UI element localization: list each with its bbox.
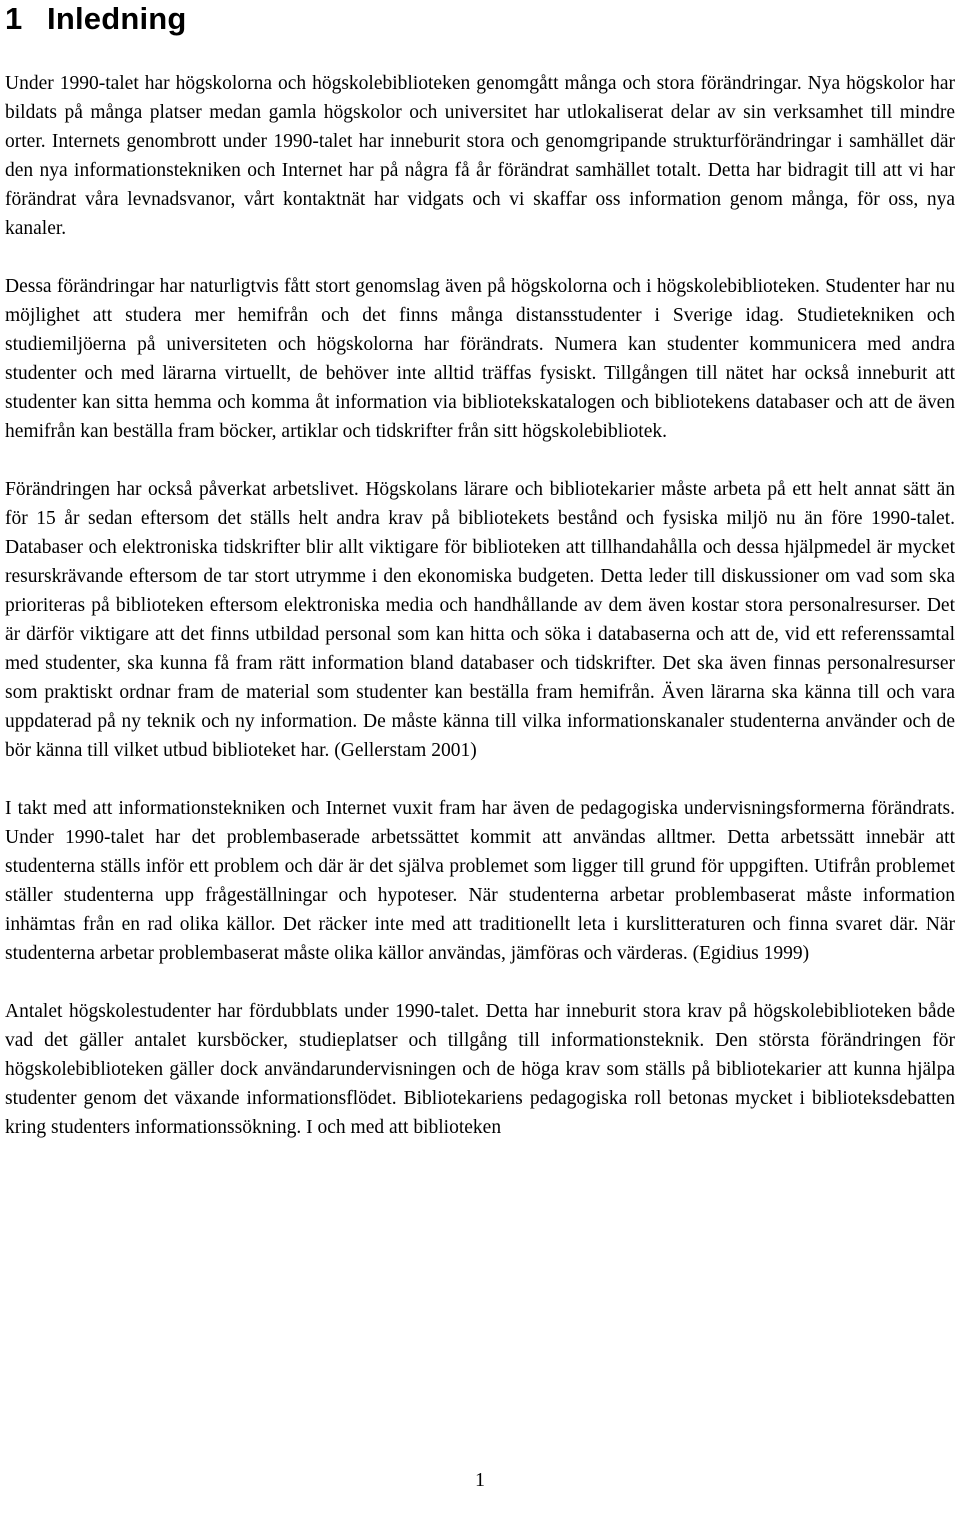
- page-number: 1: [475, 1469, 485, 1491]
- chapter-title: Inledning: [47, 1, 187, 36]
- chapter-heading: [5, 0, 955, 37]
- paragraph-4: I takt med att informationstekniken och Internet vuxit fram har även de pedagogiska undervisningsformerna förändrats. Under 1990-talet har det problembaserade arbetssättet kommit att användas alltmer. Detta arbetssätt innebär att studenterna ställs inför ett problem och där är det själva problemet som ligger till grund för uppgiften. Utifrån problemet ställer studenterna upp frågeställningar och hypoteser. När studenterna arbetar problembaserat måste information inhämtas från en rad olika källor. Det räcker inte med att traditionellt leta i kurslitteraturen och finna svaret där. När studenterna arbetar problembaserat måste olika källor användas, jämföras och värderas. (Egidius 1999): [5, 798, 955, 964]
- chapter-number: 1: [5, 1, 23, 36]
- paragraph-2: Dessa förändringar har naturligtvis fått stort genomslag även på högskolorna och i högskolebiblioteken. Studenter har nu möjlighet att studera mer hemifrån och det finns många distansstudenter i Sverige idag. Studietekniken och studiemiljöerna på universiteten och högskolorna har förändrats. Numera kan studenter kommunicera med andra studenter och med lärarna virtuellt, de behöver inte alltid träffas fysiskt. Tillgången till nätet har också inneburit att studenter kan sitta hemma och komma åt information via bibliotekskatalogen och bibliotekens databaser och att de även hemifrån kan beställa fram böcker, artiklar och tidskrifter från sitt högskolebibliotek.: [5, 276, 955, 442]
- paragraph-5: Antalet högskolestudenter har fördubblats under 1990-talet. Detta har inneburit stora krav på högskolebiblioteken både vad det gäller antalet kursböcker, studieplatser och tillgång till informationsteknik. Den största förändringen för högskolebiblioteken gäller dock användarundervisningen och de höga krav som ställs på bibliotekarier att kunna hjälpa studenter genom det växande informationsflödet. Bibliotekariens pedagogiska roll betonas mycket i biblioteksdebatten kring studenters informationssökning. I och med att biblioteken: [5, 1001, 955, 1138]
- paragraph-3: Förändringen har också påverkat arbetslivet. Högskolans lärare och bibliotekarier måste arbeta på ett helt annat sätt än för 15 år sedan eftersom det ställs helt andra krav på bibliotekets bestånd och fysiska miljö nu än före 1990-talet. Databaser och elektroniska tidskrifter blir allt viktigare för biblioteken att tillhandahålla och dessa hjälpmedel är mycket resurskrävande eftersom de tar stort utrymme i den ekonomiska budgeten. Detta leder till diskussioner om vad som ska prioriteras på biblioteken eftersom elektroniska media och handhållande av dem även kostar stora personalresurser. Det är därför viktigare att det finns utbildad personal som kan hitta och söka i databaserna och att de, vid ett referenssamtal med studenter, ska kunna få fram rätt information bland databaser och tidskrifter. Det ska även finnas personalresurser som praktiskt ordnar fram de material som studenter kan beställa fram hemifrån. Även lärarna ska känna till och vara uppdaterad på ny teknik och ny information. De måste känna till vilka informationskanaler studenterna använder och de bör känna till vilket utbud biblioteket har. (Gellerstam 2001): [5, 479, 955, 761]
- paragraph-1: Under 1990-talet har högskolorna och högskolebiblioteken genomgått många och stora förändringar. Nya högskolor har bildats på många platser medan gamla högskolor och universitet har utlokaliserat delar av sin verksamhet till mindre orter. Internets genombrott under 1990-talet har inneburit stora och genomgripande strukturförändringar i samhället där den nya informationstekniken och Internet har på några få år förändrat samhället totalt. Detta har bidragit till att vi har förändrat våra levnadsvanor, vårt kontaktnät har vidgats och vi skaffar oss information genom många, för oss, nya kanaler.: [5, 73, 955, 239]
- body-text: [5, 69, 955, 1171]
